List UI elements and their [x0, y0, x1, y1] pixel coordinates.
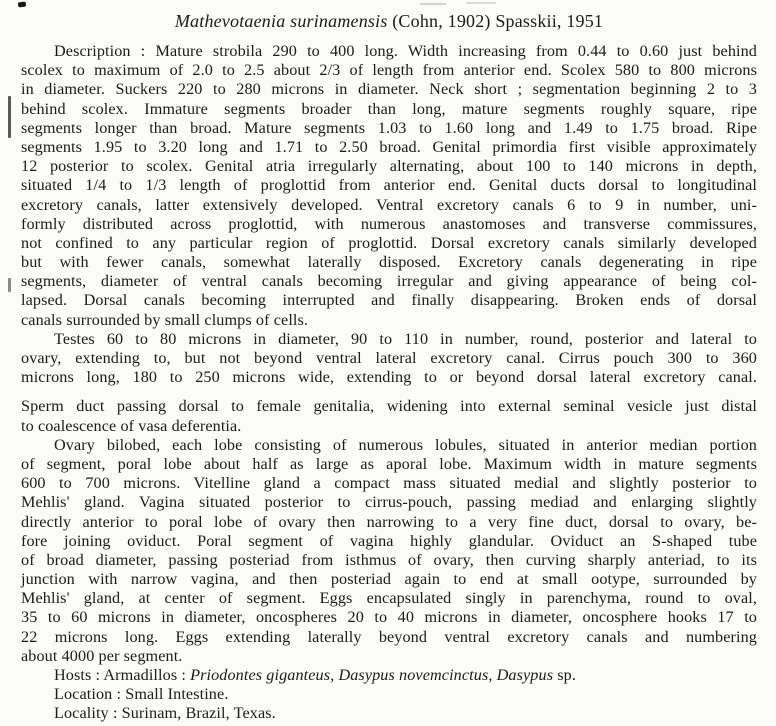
text-line [21, 436, 757, 455]
text-segment: excretory canals, latter extensively developed. Ventral excretory canals 6 to 9 in number, uni- [21, 195, 757, 214]
text-line [21, 570, 757, 589]
text-segment: sp. [553, 666, 576, 684]
text-line [21, 176, 757, 195]
text-segment: ovary, extending to, but not beyond ventral lateral excretory canal. Cirrus pouch 300 to 360 [21, 349, 757, 367]
text-line [21, 42, 757, 61]
text-segment: Mehlis' gland. Vagina situated posterior to cirrus-pouch, passing mediad and enlarging slightly [21, 493, 757, 512]
text-line [21, 291, 757, 310]
text-segment: to coalescence of vasa deferentia. [21, 416, 242, 435]
text-line [21, 493, 757, 512]
text-segment: Hosts : Armadillos : [54, 666, 191, 684]
text-segment: of broad diameter, passing posteriad from isthmus of ovary, then curving sharply anteriad, to its [21, 550, 757, 569]
scan-artifact-corner-mark [18, 1, 27, 7]
text-segment: segments 1.95 to 3.20 long and 1.71 to 2.50 broad. Genital primordia first visible approximately [21, 137, 757, 156]
text-line [21, 61, 757, 80]
text-line [21, 397, 757, 416]
text-segment: Locality : Surinam, Brazil, Texas. [54, 704, 276, 723]
text-line [21, 417, 757, 436]
species-title-italic: Mathevotaenia surinamensis [174, 11, 388, 31]
text-line [21, 100, 757, 119]
text-line [21, 368, 757, 387]
text-segment: in diameter. Suckers 220 to 280 microns in diameter. Neck short ; segmentation beginning 2 to 3 [21, 80, 757, 99]
text-segment: 35 to 60 microns in diameter, oncospheres 20 to 40 microns in diameter, oncosphere hooks 17 to [21, 608, 757, 627]
text-line [21, 215, 757, 234]
text-segment: Sperm duct passing dorsal to female genitalia, widening into external seminal vesicle just distal [21, 397, 757, 416]
page-title [21, 10, 757, 32]
text-segment: segments longer than broad. Mature segments 1.03 to 1.60 long and 1.49 to 1.75 broad. Ripe [21, 118, 757, 137]
text-line [21, 628, 757, 647]
text-segment: Ovary bilobed, each lobe consisting of numerous lobules, situated in anterior median portion [54, 435, 757, 454]
text-segment: 12 posterior to scolex. Genital atria irregularly alternating, about 100 to 140 microns in depth, [21, 157, 757, 176]
text-segment: of segment, poral lobe about half as large as aporal lobe. Maximum width in mature segments [21, 454, 757, 473]
text-line [21, 513, 757, 532]
text-segment: 600 to 700 microns. Vitelline gland a compact mass situated medial and slightly posterior to [21, 474, 757, 493]
text-line [21, 253, 757, 272]
text-line [21, 532, 757, 551]
text-segment: fore joining oviduct. Poral segment of vagina highly glandular. Oviduct an S-shaped tube [21, 531, 757, 550]
text-line [21, 349, 757, 368]
text-line [21, 551, 757, 570]
document-body [21, 42, 757, 724]
text-segment: Mehlis' gland, at center of segment. Eggs encapsulated singly in parenchyma, round to oval, [21, 589, 757, 608]
text-line [21, 474, 757, 493]
text-segment: segments, diameter of ventral canals becoming irregular and giving appearance of being col- [21, 272, 757, 291]
text-line [21, 311, 757, 330]
text-segment: Description : Mature strobila 290 to 400 long. Width increasing from 0.44 to 0.60 just behind [54, 42, 757, 60]
text-line [21, 196, 757, 215]
text-line [21, 234, 757, 253]
text-segment: formly distributed across proglottid, with numerous anastomoses and transverse commissures, [21, 214, 757, 233]
text-segment: scolex to maximum of 2.0 to 2.5 about 2/3 of length from anterior end. Scolex 580 to 800 microns [21, 61, 757, 80]
text-segment: lapsed. Dorsal canals becoming interrupted and finally disappearing. Broken ends of dorsal [21, 291, 757, 310]
text-segment: canals surrounded by small clumps of cells. [21, 310, 309, 329]
scan-artifact-top-dash [420, 3, 446, 5]
text-line [21, 647, 757, 666]
text-line [21, 685, 757, 704]
text-line [21, 704, 757, 723]
scan-artifact-left-dot [8, 278, 11, 292]
species-name-italic: Priodontes giganteus, Dasypus novemcinctus, Dasypus [190, 666, 554, 684]
text-line [21, 138, 757, 157]
text-line [21, 80, 757, 99]
scan-artifact-left-line [8, 96, 11, 138]
text-line [21, 455, 757, 474]
text-line [21, 666, 757, 685]
text-segment: behind scolex. Immature segments broader than long, mature segments roughly square, ripe [21, 99, 757, 118]
scan-artifact-top-dash [466, 2, 496, 4]
text-segment: Location : Small Intestine. [54, 685, 229, 704]
text-line [21, 330, 757, 349]
text-segment: 22 microns long. Eggs extending laterally beyond ventral excretory canals and numbering [21, 627, 757, 646]
text-segment: directly anterior to poral lobe of ovary then narrowing to a very fine duct, dorsal to ovary, be- [21, 512, 757, 531]
text-segment: not confined to any particular region of proglottid. Dorsal excretory canals similarly developed [21, 233, 757, 252]
text-segment: microns long, 180 to 250 microns wide, extending to or beyond dorsal lateral excretory canal. [21, 368, 757, 387]
text-segment: Testes 60 to 80 microns in diameter, 90 to 110 in number, round, posterior and lateral to [54, 329, 757, 348]
title-authority: (Cohn, 1902) Spasskii, 1951 [387, 11, 604, 31]
text-line [21, 589, 757, 608]
text-segment: but with fewer canals, somewhat laterally disposed. Excretory canals degenerating in ripe [21, 253, 757, 272]
text-segment: junction with narrow vagina, and then posteriad again to end at small ootype, surrounded by [21, 570, 757, 589]
text-line [21, 157, 757, 176]
text-segment: about 4000 per segment. [21, 646, 183, 665]
text-line [21, 608, 757, 627]
text-line [21, 272, 757, 291]
text-segment: situated 1/4 to 1/3 length of proglottid from anterior end. Genital ducts dorsal to longitudinal [21, 176, 757, 195]
text-line [21, 119, 757, 138]
